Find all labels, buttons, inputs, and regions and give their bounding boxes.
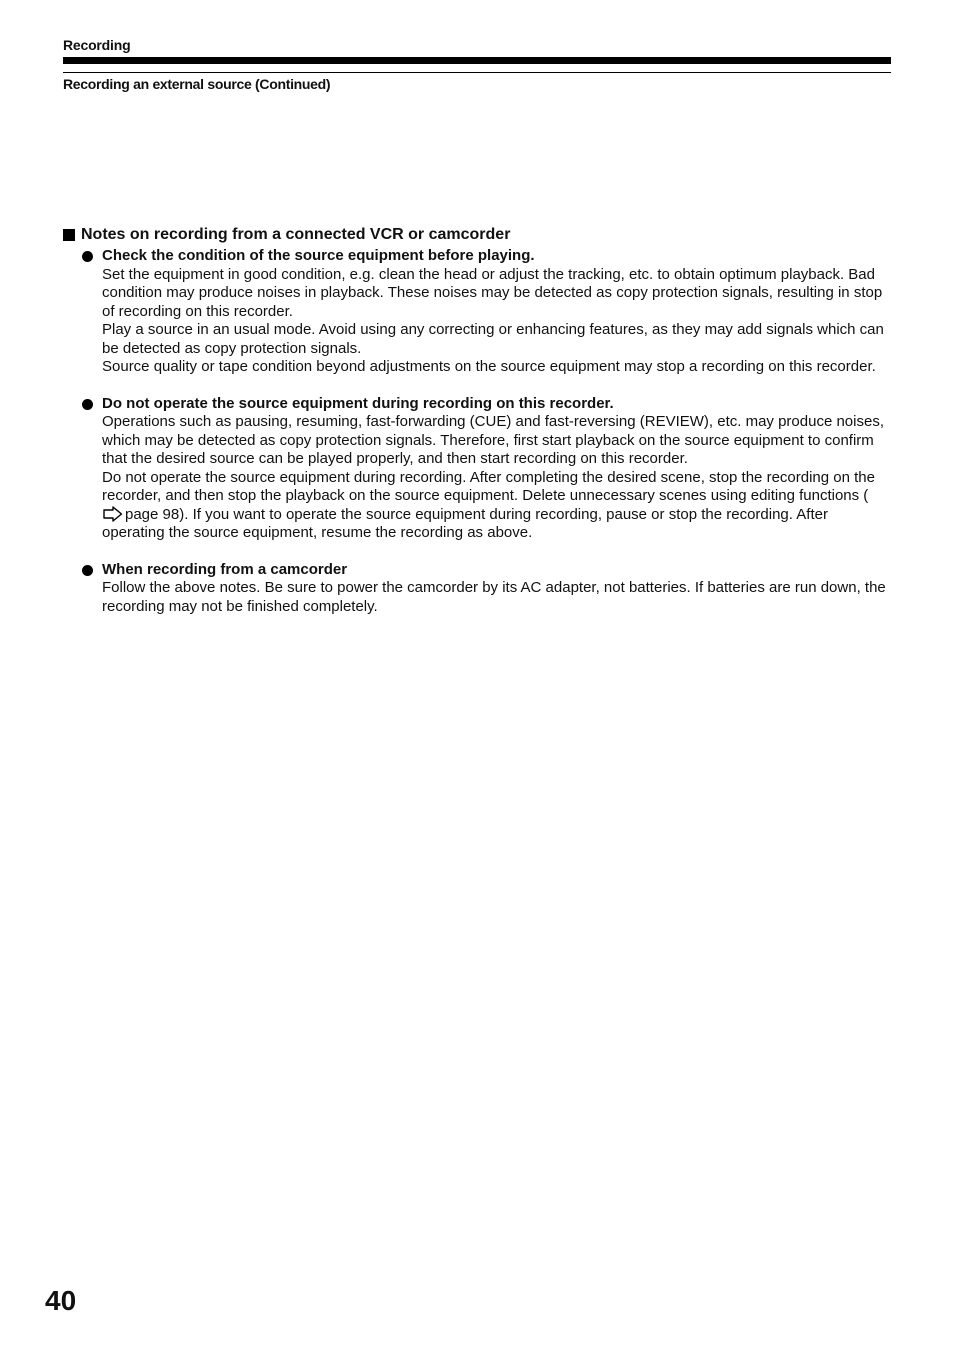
note-body <box>102 579 891 616</box>
page-number: 40 <box>45 1285 77 1316</box>
section-title: Notes on recording from a connected VCR or camcorder <box>81 226 511 243</box>
running-head: Recording <box>63 37 131 53</box>
note-paragraph: Follow the above notes. Be sure to power the camcorder by its AC adapter, not batteries. If batteries are run down, the recording may not be finished completely. <box>102 579 886 615</box>
header-rule-thick <box>63 57 891 64</box>
bullet-icon <box>82 565 93 576</box>
note-paragraph: Play a source in an usual mode. Avoid using any correcting or enhancing features, as they may add signals which can be detected as copy protection signals. <box>102 321 884 357</box>
page-reference-arrow-icon <box>103 506 123 522</box>
bullet-icon <box>82 399 93 410</box>
note-paragraph: Source quality or tape condition beyond adjustments on the source equipment may stop a recording on this recorder. <box>102 358 876 375</box>
section-title-row <box>63 225 891 245</box>
note-paragraph: Operations such as pausing, resuming, fast-forwarding (CUE) and fast-reversing (REVIEW), etc. may produce noises, which may be detected as copy protection signals. Therefore, first start playback on the source equipment to confirm that the desired source can be played properly, and then start recording on this recorder. <box>102 413 884 467</box>
subheading: Recording an external source (Continued) <box>63 76 331 92</box>
note-title: When recording from a camcorder <box>102 560 348 578</box>
notes-section <box>63 225 891 616</box>
bullet-icon <box>82 251 93 262</box>
header-rule-thin <box>63 72 891 73</box>
reference-text-after: ). If you want to operate the source equipment during recording, pause or stop the recording. After operating the source equipment, resume the recording as above. <box>102 505 828 541</box>
page-reference[interactable]: page 98 <box>125 505 180 523</box>
reference-text-before: Do not operate the source equipment during recording. After completing the desired scene, stop the recording on the recorder, and then stop the playback on the source equipment. Delete unnecessary scenes using editing functions ( <box>102 468 875 504</box>
note-paragraph-with-reference <box>102 469 891 543</box>
note-item <box>63 247 891 377</box>
note-item <box>63 561 891 617</box>
note-paragraph: Set the equipment in good condition, e.g. clean the head or adjust the tracking, etc. to obtain optimum playback. Bad condition may produce noises in playback. These noises may be detected as copy protection signals, resulting in stop of recording on this recorder. <box>102 265 883 320</box>
note-title: Check the condition of the source equipment before playing. <box>102 247 535 264</box>
black-square-icon <box>63 229 75 241</box>
note-title: Do not operate the source equipment during recording on this recorder. <box>102 394 614 412</box>
note-item <box>63 395 891 543</box>
note-body <box>102 413 891 543</box>
note-body <box>102 266 891 377</box>
